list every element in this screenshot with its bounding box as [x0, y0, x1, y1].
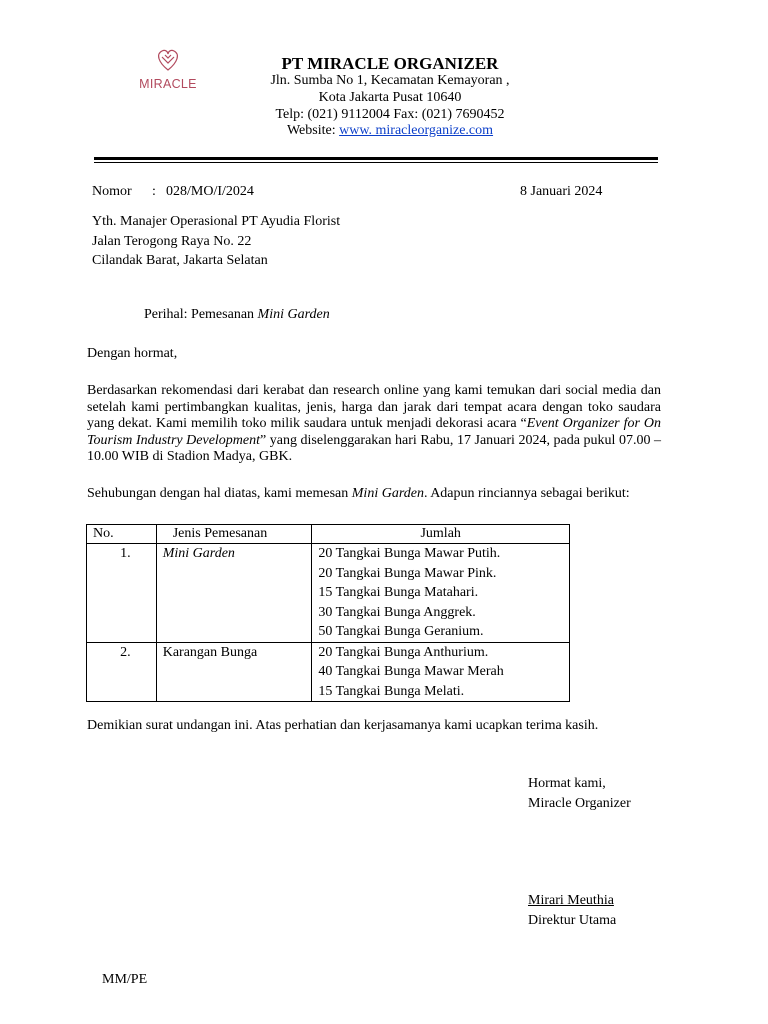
row-type: [156, 642, 312, 702]
address-line-1: Jln. Sumba No 1, Kecamatan Kemayoran ,: [270, 73, 510, 88]
item-line: 50 Tangkai Bunga Geranium.: [318, 624, 484, 639]
item-line: 15 Tangkai Bunga Matahari.: [318, 585, 479, 600]
body2-part1: Sehubungan dengan hal diatas, kami memesan: [87, 486, 352, 501]
header-rule-thick: [94, 157, 658, 160]
row-no-text: 2.: [120, 644, 131, 660]
subject-text: Pemesanan: [191, 307, 258, 322]
header-amount: Jumlah: [312, 525, 570, 544]
reference-initials: MM/PE: [102, 972, 148, 987]
nomor-separator: :: [152, 184, 156, 199]
nomor-value: 028/MO/I/2024: [166, 184, 254, 199]
recipient-line-3: Cilandak Barat, Jakarta Selatan: [92, 253, 268, 268]
subject-label: Perihal:: [144, 307, 188, 322]
item-line: 30 Tangkai Bunga Anggrek.: [318, 604, 476, 620]
event-name: Event Organizer for On Tourism Industry Development: [87, 416, 661, 448]
row-no-text: 1.: [120, 546, 131, 561]
body1-part2: ” yang diselenggarakan hari Rabu, 17 Januari 2024, pada pukul 07.00 – 10.00 WIB di Stadion Madya, GBK.: [87, 432, 661, 464]
website-label: Website:: [286, 123, 340, 138]
subject-line: [144, 307, 330, 323]
signature-org: Miracle Organizer: [528, 796, 631, 811]
item-line: 20 Tangkai Bunga Mawar Putih.: [318, 546, 501, 561]
heart-logo-icon: [128, 34, 208, 104]
row-type-text: Karangan Bunga: [162, 644, 258, 660]
row-type: [156, 544, 312, 643]
body2-part2: . Adapun rinciannya sebagai berikut:: [423, 486, 630, 501]
item-line: 15 Tangkai Bunga Melati.: [318, 683, 465, 699]
item-line: 20 Tangkai Bunga Anthurium.: [318, 644, 489, 660]
item-line: 20 Tangkai Bunga Mawar Pink.: [318, 565, 497, 581]
company-logo: [128, 34, 208, 104]
table-header-row: [87, 525, 570, 544]
greeting: Dengan hormat,: [87, 346, 178, 361]
website-link[interactable]: www. miracleorganize.com: [339, 123, 494, 138]
company-name: PT MIRACLE ORGANIZER: [281, 54, 499, 73]
regards: Hormat kami,: [528, 776, 606, 791]
address-line-2: Kota Jakarta Pusat 10640: [318, 90, 462, 105]
item-line: 40 Tangkai Bunga Mawar Merah: [318, 664, 504, 679]
website-line: [230, 123, 550, 139]
row-no: [87, 642, 157, 702]
table-row: [87, 544, 570, 643]
logo-wordmark: MIRACLE: [139, 77, 197, 91]
row-no: [87, 544, 157, 643]
body-paragraph-2: [87, 486, 661, 503]
row-type-text: Mini Garden: [162, 546, 235, 561]
row-items: [312, 544, 570, 643]
subject-italic: Mini Garden: [257, 307, 330, 322]
header-no: No.: [87, 525, 157, 544]
nomor-label: Nomor: [92, 184, 132, 199]
signatory-title: Direktur Utama: [528, 913, 617, 928]
phone-fax-line: Telp: (021) 9112004 Fax: (021) 7690452: [275, 107, 505, 122]
order-table: [86, 524, 570, 702]
body1-part1: Berdasarkan rekomendasi dari kerabat dan research online yang kami temukan dari social media dan setelah kami pertimbangkan kualitas, jenis, harga dan jarak dari tempat acara dengan toko saudara yang dekat. Kami memilih toko milik saudara untuk menjadi dekorasi acara “: [87, 383, 661, 431]
letter-date: 8 Januari 2024: [520, 184, 603, 199]
header-type: Jenis Pemesanan: [156, 525, 312, 544]
row-items: [312, 642, 570, 702]
recipient-line-2: Jalan Terogong Raya No. 22: [92, 234, 252, 249]
table-row: [87, 642, 570, 702]
signatory-name: Mirari Meuthia: [528, 893, 614, 908]
body-paragraph-1: [87, 383, 661, 466]
body2-italic: Mini Garden: [351, 486, 424, 501]
closing-sentence: Demikian surat undangan ini. Atas perhatian dan kerjasamanya kami ucapkan terima kasih.: [87, 718, 599, 733]
header-rule-thin: [94, 162, 658, 163]
recipient-line-1: Yth. Manajer Operasional PT Ayudia Florist: [92, 214, 341, 229]
